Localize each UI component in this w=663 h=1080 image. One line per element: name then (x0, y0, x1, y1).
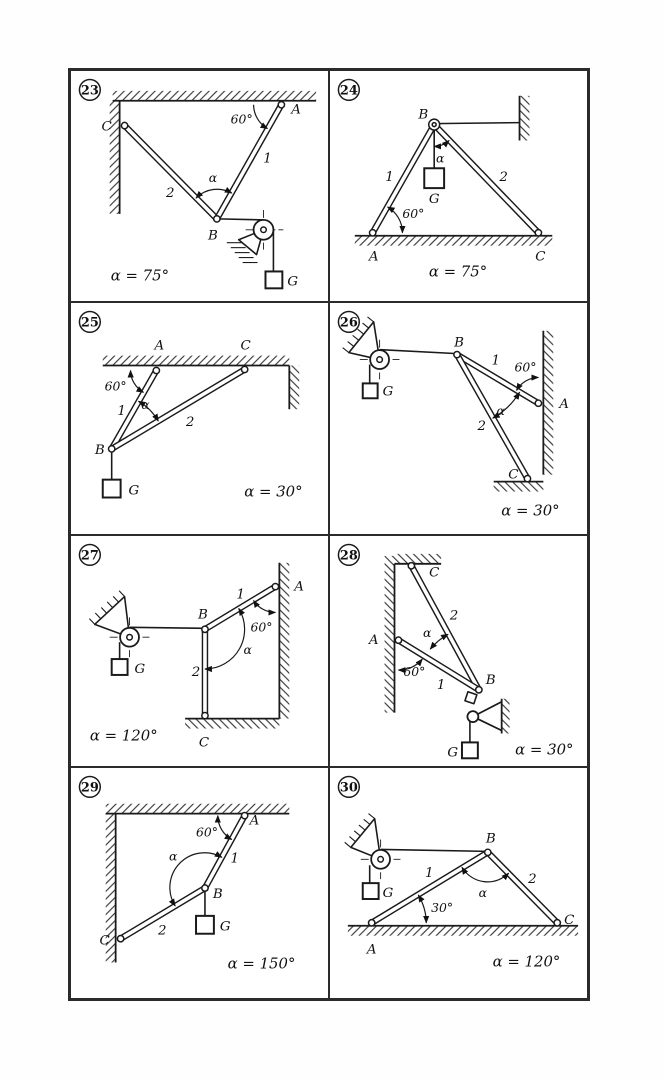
label-a: A (154, 338, 165, 354)
problem-number: 24 (339, 83, 358, 99)
wall-support (520, 96, 530, 141)
label-a: A (249, 813, 260, 829)
wall-support (289, 366, 299, 410)
pulley-axle (377, 357, 383, 363)
alpha-equation: α = 30° (515, 739, 574, 758)
angle-60-label: 60° (230, 111, 253, 127)
rope-to-pulley (381, 849, 488, 851)
label-g: G (134, 661, 146, 677)
floor-support (494, 482, 544, 492)
bar-2 (125, 126, 217, 219)
label-a: A (368, 632, 379, 648)
label-b: B (485, 672, 496, 688)
angle-60-label: 60° (514, 359, 537, 375)
angle-arc-60 (131, 371, 144, 393)
bar-2 (434, 125, 538, 233)
alpha-label: α (208, 170, 218, 186)
alpha-equation: α = 30° (501, 501, 560, 520)
label-g: G (287, 274, 299, 290)
bar-1-label: 1 (230, 851, 239, 867)
alpha-equation: α = 30° (244, 482, 303, 501)
bar-1-label: 1 (263, 151, 272, 167)
label-c: C (535, 249, 546, 265)
alpha-equation: α = 75° (110, 266, 170, 285)
alpha-label: α (478, 884, 487, 900)
alpha-label: α (169, 848, 178, 864)
label-c: C (429, 565, 440, 581)
wall-support (385, 555, 395, 712)
ledge-support (394, 553, 441, 563)
angle-60-label: 60° (402, 205, 425, 221)
hinge-b (202, 885, 208, 891)
angle-60-label: 60° (403, 663, 426, 679)
weight-box (196, 916, 214, 934)
ceiling-support (113, 91, 316, 101)
ground-support (348, 926, 578, 936)
bar-1-label: 1 (385, 170, 394, 186)
bar-2-label: 2 (185, 415, 195, 431)
bar-2-label: 2 (158, 923, 167, 939)
bar-2-label: 2 (499, 170, 508, 186)
problem-number: 25 (80, 315, 99, 331)
label-g: G (447, 744, 459, 760)
label-a: A (294, 579, 304, 595)
bar-1-label: 1 (236, 587, 245, 603)
rope-to-pulley (218, 219, 264, 220)
wall-support (543, 331, 553, 475)
panel-30 (329, 767, 588, 999)
pulley-axle (127, 634, 133, 640)
rope-to-pulley (380, 350, 457, 354)
angle-60-label: 60° (195, 824, 218, 840)
label-b: B (454, 335, 464, 351)
hinge-b (109, 446, 115, 452)
problem-number: 27 (80, 547, 99, 563)
weight-box (103, 480, 121, 498)
alpha-label: α (496, 403, 505, 419)
pulley-axle (261, 227, 267, 233)
bar-2-label: 2 (449, 607, 459, 623)
angle-30-label: 30° (431, 899, 454, 915)
panel-26 (329, 302, 588, 534)
hinge-a (278, 102, 284, 108)
hinge-b (485, 849, 491, 855)
hinge-a (241, 812, 247, 818)
hinge-a (369, 919, 375, 925)
angle-arc-60 (388, 207, 403, 233)
panel-24 (329, 70, 588, 302)
bar-1-label: 1 (424, 865, 434, 881)
alpha-label: α (243, 641, 252, 657)
hinge-c (241, 367, 247, 373)
angle-arc-alpha (430, 634, 448, 649)
label-a: A (368, 249, 379, 265)
panel-25 (70, 302, 329, 534)
problem-grid (68, 68, 590, 1001)
link-block (465, 691, 477, 703)
bar-2-label: 2 (477, 419, 487, 435)
wall-support (110, 101, 120, 214)
hinge-b (214, 216, 220, 222)
label-c: C (101, 119, 112, 135)
angle-60-label: 60° (104, 378, 127, 394)
hinge-a (395, 637, 401, 643)
weight-box (424, 168, 444, 188)
bar-2-label: 2 (191, 664, 201, 680)
wall-support (279, 562, 289, 718)
ground-support (355, 236, 552, 246)
label-c: C (99, 933, 110, 949)
angle-60-label: 60° (250, 618, 273, 634)
alpha-equation: α = 120° (89, 725, 158, 744)
hinge-a (272, 583, 278, 589)
hinge-b (454, 352, 460, 358)
label-c: C (240, 338, 251, 354)
rope-to-pulley (130, 627, 205, 628)
weight-box (112, 659, 128, 675)
label-b: B (485, 831, 496, 847)
problem-number: 26 (339, 315, 358, 331)
rope-to-wall (434, 123, 519, 124)
alpha-label: α (141, 397, 150, 413)
weight-box (363, 384, 378, 399)
angle-arc-60 (218, 815, 232, 839)
hinge-a (535, 400, 541, 406)
angle-arc-60 (254, 600, 276, 612)
ceiling-support (106, 803, 290, 813)
label-c: C (198, 734, 210, 750)
hinge-c (121, 122, 127, 128)
hinge-c (408, 562, 414, 568)
problem-number: 29 (80, 780, 99, 796)
pulley (467, 711, 478, 722)
weight-box (462, 742, 478, 758)
label-c: C (508, 467, 519, 483)
bar-1-label: 1 (117, 404, 126, 420)
weight-box (265, 271, 282, 288)
label-b: B (207, 228, 218, 244)
label-b: B (94, 443, 105, 459)
alpha-label: α (435, 150, 445, 166)
panel-23 (70, 70, 329, 302)
panel-29 (70, 767, 329, 999)
hinge-c (535, 230, 541, 236)
bar-1-label: 1 (491, 353, 500, 369)
floor-support (185, 718, 279, 728)
bar-2-label: 2 (528, 871, 537, 887)
ceiling-support (103, 356, 290, 366)
label-g: G (428, 191, 440, 207)
label-b: B (212, 886, 223, 902)
alpha-equation: α = 120° (492, 952, 561, 971)
problem-number: 30 (339, 780, 358, 796)
angle-arc-30 (418, 895, 426, 923)
pulley-axle (378, 856, 384, 862)
angle-arc-60 (254, 105, 268, 129)
panel-28 (329, 535, 588, 767)
label-c: C (564, 912, 575, 928)
problem-number: 23 (80, 83, 99, 99)
label-a: A (291, 102, 301, 118)
alpha-equation: α = 150° (227, 954, 296, 973)
label-g: G (128, 483, 140, 499)
label-a: A (366, 942, 377, 958)
label-b: B (418, 107, 429, 123)
label-g: G (382, 885, 394, 901)
label-g: G (219, 919, 231, 935)
label-b: B (198, 606, 208, 622)
alpha-label: α (423, 624, 432, 640)
label-a: A (559, 397, 569, 413)
hinge-b (476, 686, 482, 692)
alpha-equation: α = 75° (428, 262, 488, 281)
hinge-c (524, 476, 530, 482)
hinge-c (554, 919, 560, 925)
hinge-a (153, 368, 159, 374)
weight-box (363, 883, 379, 899)
bar-1-label: 1 (436, 677, 446, 693)
bar-2-label: 2 (165, 186, 175, 202)
bar-2 (488, 852, 557, 922)
problem-number: 28 (339, 547, 358, 563)
hinge-c (202, 712, 208, 718)
panel-27 (70, 535, 329, 767)
hinge-b (202, 626, 208, 632)
hinge-c (117, 935, 123, 941)
hinge-b-pin (432, 123, 436, 127)
label-g: G (382, 384, 394, 400)
hinge-a (369, 230, 375, 236)
